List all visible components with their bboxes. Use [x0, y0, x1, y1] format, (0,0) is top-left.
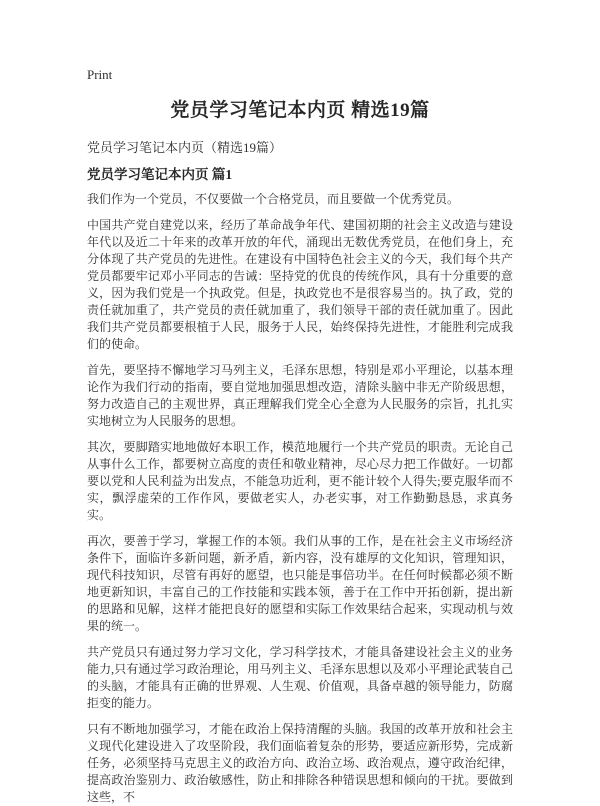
- article-paragraph: 中国共产党自建党以来，经历了革命战争年代、建国初期的社会主义改造与建设年代以及近二十年来的改革开放的年代，涌现出无数优秀党员，在他们身上，充分体现了共产党员的先进性。在建设有中国特色社会主义的今天，我们每个共产党员都要牢记邓小平同志的告诫：坚持党的优良的传统作风，具有十分重要的意义，因为我们党是一个执政党。但是，执政党也不是很容易当的。执了政，党的责任就加重了，共产党员的责任就加重了，我们领导干部的责任就加重了。因此我们共产党员都要根植于人民，服务于人民，始终保持先进性，才能胜利完成我们的使命。: [87, 218, 513, 351]
- article-paragraph: 共产党员只有通过努力学习文化，学习科学技术，才能具备建设社会主义的业务能力,只有通过学习政治理论，用马列主义、毛泽东思想以及邓小平理论武装自己的头脑，才能具有正确的世界观、人生观、价值观，具备卓越的领导能力，防腐拒变的能力。: [87, 645, 513, 710]
- article-paragraph: 再次，要善于学习，掌握工作的本领。我们从事的工作，是在社会主义市场经济条件下，面临许多新问题，新矛盾，新内容，没有雄厚的文化知识，管理知识，现代科技知识，尽管有再好的愿望，也只能是事倍功半。在任何时候都必须不断地更新知识，丰富自己的工作技能和实践本领，善于在工作中开拓创新，提出新的思路和见解，这样才能把良好的愿望和实际工作效果结合起来，实现动机与效果的统一。: [87, 534, 513, 633]
- page-subtitle: 党员学习笔记本内页（精选19篇）: [87, 140, 283, 155]
- article-paragraph: 首先，要坚持不懈地学习马列主义，毛泽东思想，特别是邓小平理论，以基本理论作为我们行动的指南，要自觉地加强思想改造，清除头脑中非无产阶级思想，努力改造自己的主观世界，真正理解我们党全心全意为人民服务的宗旨，扎扎实实地树立为人民服务的思想。: [87, 363, 513, 428]
- article-paragraph: 其次，要脚踏实地地做好本职工作，模范地履行一个共产党员的职责。无论自己从事什么工作，都要树立高度的责任和敬业精神，尽心尽力把工作做好。一切都要以党和人民利益为出发点，不能急功近利，更不能计较个人得失;要克服华而不实，飘浮虚荣的工作作风，要做老实人，办老实事，对工作勤勤恳恳，求真务实。: [87, 440, 513, 522]
- section-heading: 党员学习笔记本内页 篇1: [87, 167, 233, 182]
- page-title: 党员学习笔记本内页 精选19篇: [170, 100, 430, 121]
- print-link[interactable]: Print: [87, 67, 113, 82]
- article-body: [87, 191, 513, 806]
- article-paragraph: 我们作为一个党员，不仅要做一个合格党员，而且要做一个优秀党员。: [87, 192, 460, 206]
- article-paragraph: 只有不断地加强学习，才能在政治上保持清醒的头脑。我国的改革开放和社会主义现代化建设进入了攻坚阶段，我们面临着复杂的形势，要适应新形势，完成新任务，必须坚持马克思主义的政治方向、政治立场、政治观点，遵守政治纪律，提高政治鉴别力、政治敏感性，防止和排除各种错误思想和倾向的干扰。要做到这些，不: [87, 722, 513, 804]
